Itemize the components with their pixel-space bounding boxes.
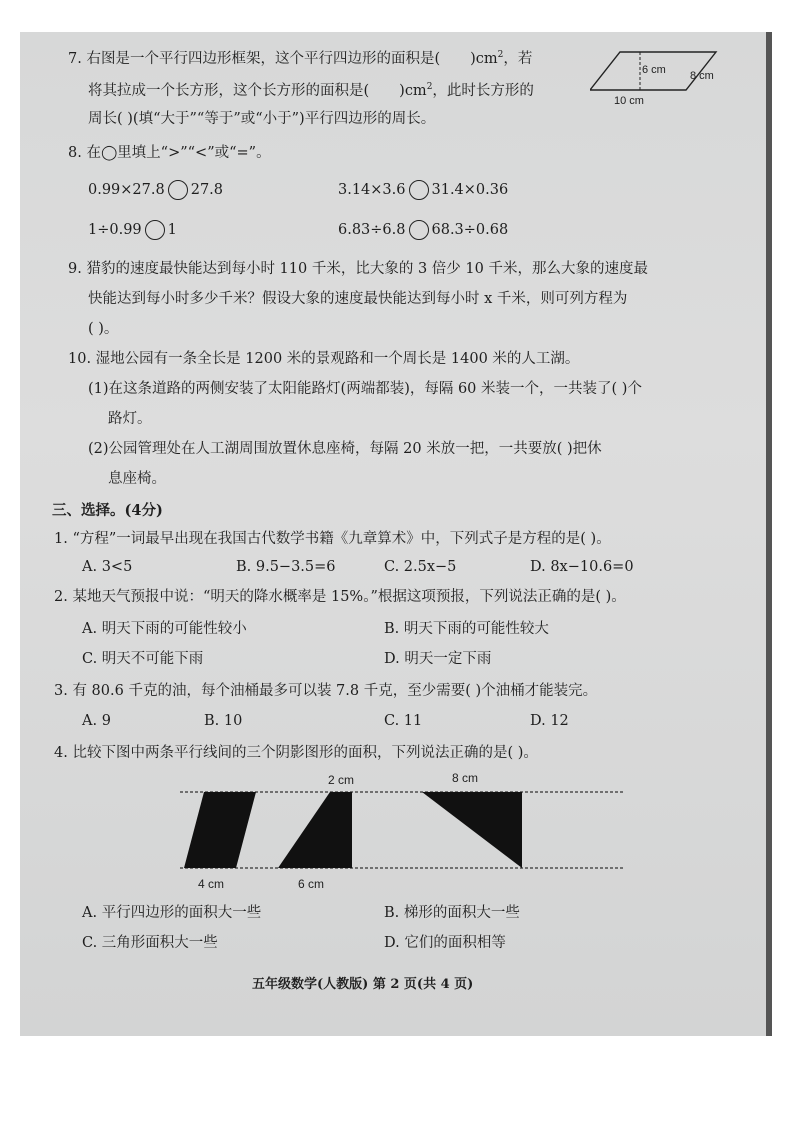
shaded-parallelogram <box>184 792 256 868</box>
fig-base-label: 10 cm <box>614 95 644 107</box>
q9-line3: ( )。 <box>88 321 119 337</box>
choice1-option-c[interactable]: C. 2.5x−5 <box>384 559 457 575</box>
choice4-stem: 4. 比较下图中两条平行线间的三个阴影图形的面积，下列说法正确的是( )。 <box>54 745 538 761</box>
page-footer: 五年级数学(人教版) 第 2 页(共 4 页) <box>252 977 474 992</box>
q7-line3: 周长( )(填“大于”“等于”或“小于”)平行四边形的周长。 <box>88 111 436 127</box>
page-edge-shadow <box>766 32 772 1036</box>
q7-line2: 将其拉成一个长方形，这个长方形的面积是( )$cm^2$，此时长方形的 <box>88 82 534 99</box>
choice3-stem: 3. 有 80.6 千克的油，每个油桶最多可以装 7.8 千克，至少需要( )个油桶才能装完。 <box>54 683 598 699</box>
q8-row1-left: 0.99×27.8 27.8 <box>88 182 224 198</box>
q9-line2: 快能达到每小时多少千米？假设大象的速度最快能达到每小时 x 千米，则可列方程为 <box>88 291 628 307</box>
compare-circle[interactable] <box>409 220 429 240</box>
q10-s1-line1: (1)在这条道路的两侧安装了太阳能路灯(两端都装)，每隔 60 米装一个，一共装了( )个 <box>88 381 642 397</box>
q8-row2-left: 1÷0.99 1 <box>88 222 177 238</box>
fig-side-label: 8 cm <box>690 70 714 82</box>
fig-height-label: 6 cm <box>642 64 666 76</box>
choice1-stem: 1. “方程”一词最早出现在我国古代数学书籍《九章算术》中，下列式子是方程的是( )。 <box>54 531 611 547</box>
choice3-option-a[interactable]: A. 9 <box>82 713 111 729</box>
q10-line1: 10. 湿地公园有一条全长是 1200 米的景观路和一个周长是 1400 米的人工湖。 <box>68 351 580 367</box>
shaded-trapezoid <box>278 792 352 868</box>
choice4-option-d[interactable]: D. 它们的面积相等 <box>384 935 506 951</box>
compare-circle[interactable] <box>168 180 188 200</box>
label-top-2cm: 2 cm <box>328 773 355 787</box>
label-bottom-4cm: 4 cm <box>198 877 225 891</box>
label-bottom-6cm: 6 cm <box>298 877 325 891</box>
compare-circle[interactable] <box>145 220 165 240</box>
q10-s1-line2: 路灯。 <box>108 411 152 427</box>
choice1-option-d[interactable]: D. 8x−10.6=0 <box>530 559 634 575</box>
parallelogram-figure <box>590 46 720 108</box>
choice3-option-c[interactable]: C. 11 <box>384 713 423 729</box>
parallel-lines-figure <box>170 770 630 894</box>
label-top-8cm: 8 cm <box>452 771 479 785</box>
q8-row1-right: 3.14×3.6 31.4×0.36 <box>338 182 509 198</box>
section3-title: 三、选择。(4分) <box>52 502 163 519</box>
q10-s2-line1: (2)公园管理处在人工湖周围放置休息座椅，每隔 20 米放一把，一共要放( )把休 <box>88 441 602 457</box>
compare-circle[interactable] <box>409 180 429 200</box>
q7-line1: 7. 右图是一个平行四边形框架，这个平行四边形的面积是( )$cm^2$，若 <box>68 50 533 67</box>
q8-row2-right: 6.83÷6.8 68.3÷0.68 <box>338 222 509 238</box>
choice3-option-b[interactable]: B. 10 <box>204 713 243 729</box>
choice4-option-b[interactable]: B. 梯形的面积大一些 <box>384 905 520 921</box>
choice2-option-c[interactable]: C. 明天不可能下雨 <box>82 651 204 667</box>
page-photo <box>20 32 772 1036</box>
choice2-option-b[interactable]: B. 明天下雨的可能性较大 <box>384 621 549 637</box>
choice2-option-d[interactable]: D. 明天一定下雨 <box>384 651 492 667</box>
choice4-option-c[interactable]: C. 三角形面积大一些 <box>82 935 218 951</box>
choice2-stem: 2. 某地天气预报中说：“明天的降水概率是 15%。”根据这项预报，下列说法正确的是( )。 <box>54 589 626 605</box>
shaded-triangle <box>422 792 522 868</box>
q9-line1: 9. 猎豹的速度最快能达到每小时 110 千米，比大象的 3 倍少 10 千米，那么大象的速度最 <box>68 261 648 277</box>
choice2-option-a[interactable]: A. 明天下雨的可能性较小 <box>82 621 247 637</box>
q10-s2-line2: 息座椅。 <box>108 471 166 487</box>
choice4-option-a[interactable]: A. 平行四边形的面积大一些 <box>82 905 262 921</box>
choice3-option-d[interactable]: D. 12 <box>530 713 569 729</box>
choice1-option-b[interactable]: B. 9.5−3.5=6 <box>236 559 336 575</box>
choice1-option-a[interactable]: A. 3<5 <box>82 559 133 575</box>
q8-title: 8. 在◯里填上“>”“<”或“=”。 <box>68 145 271 161</box>
